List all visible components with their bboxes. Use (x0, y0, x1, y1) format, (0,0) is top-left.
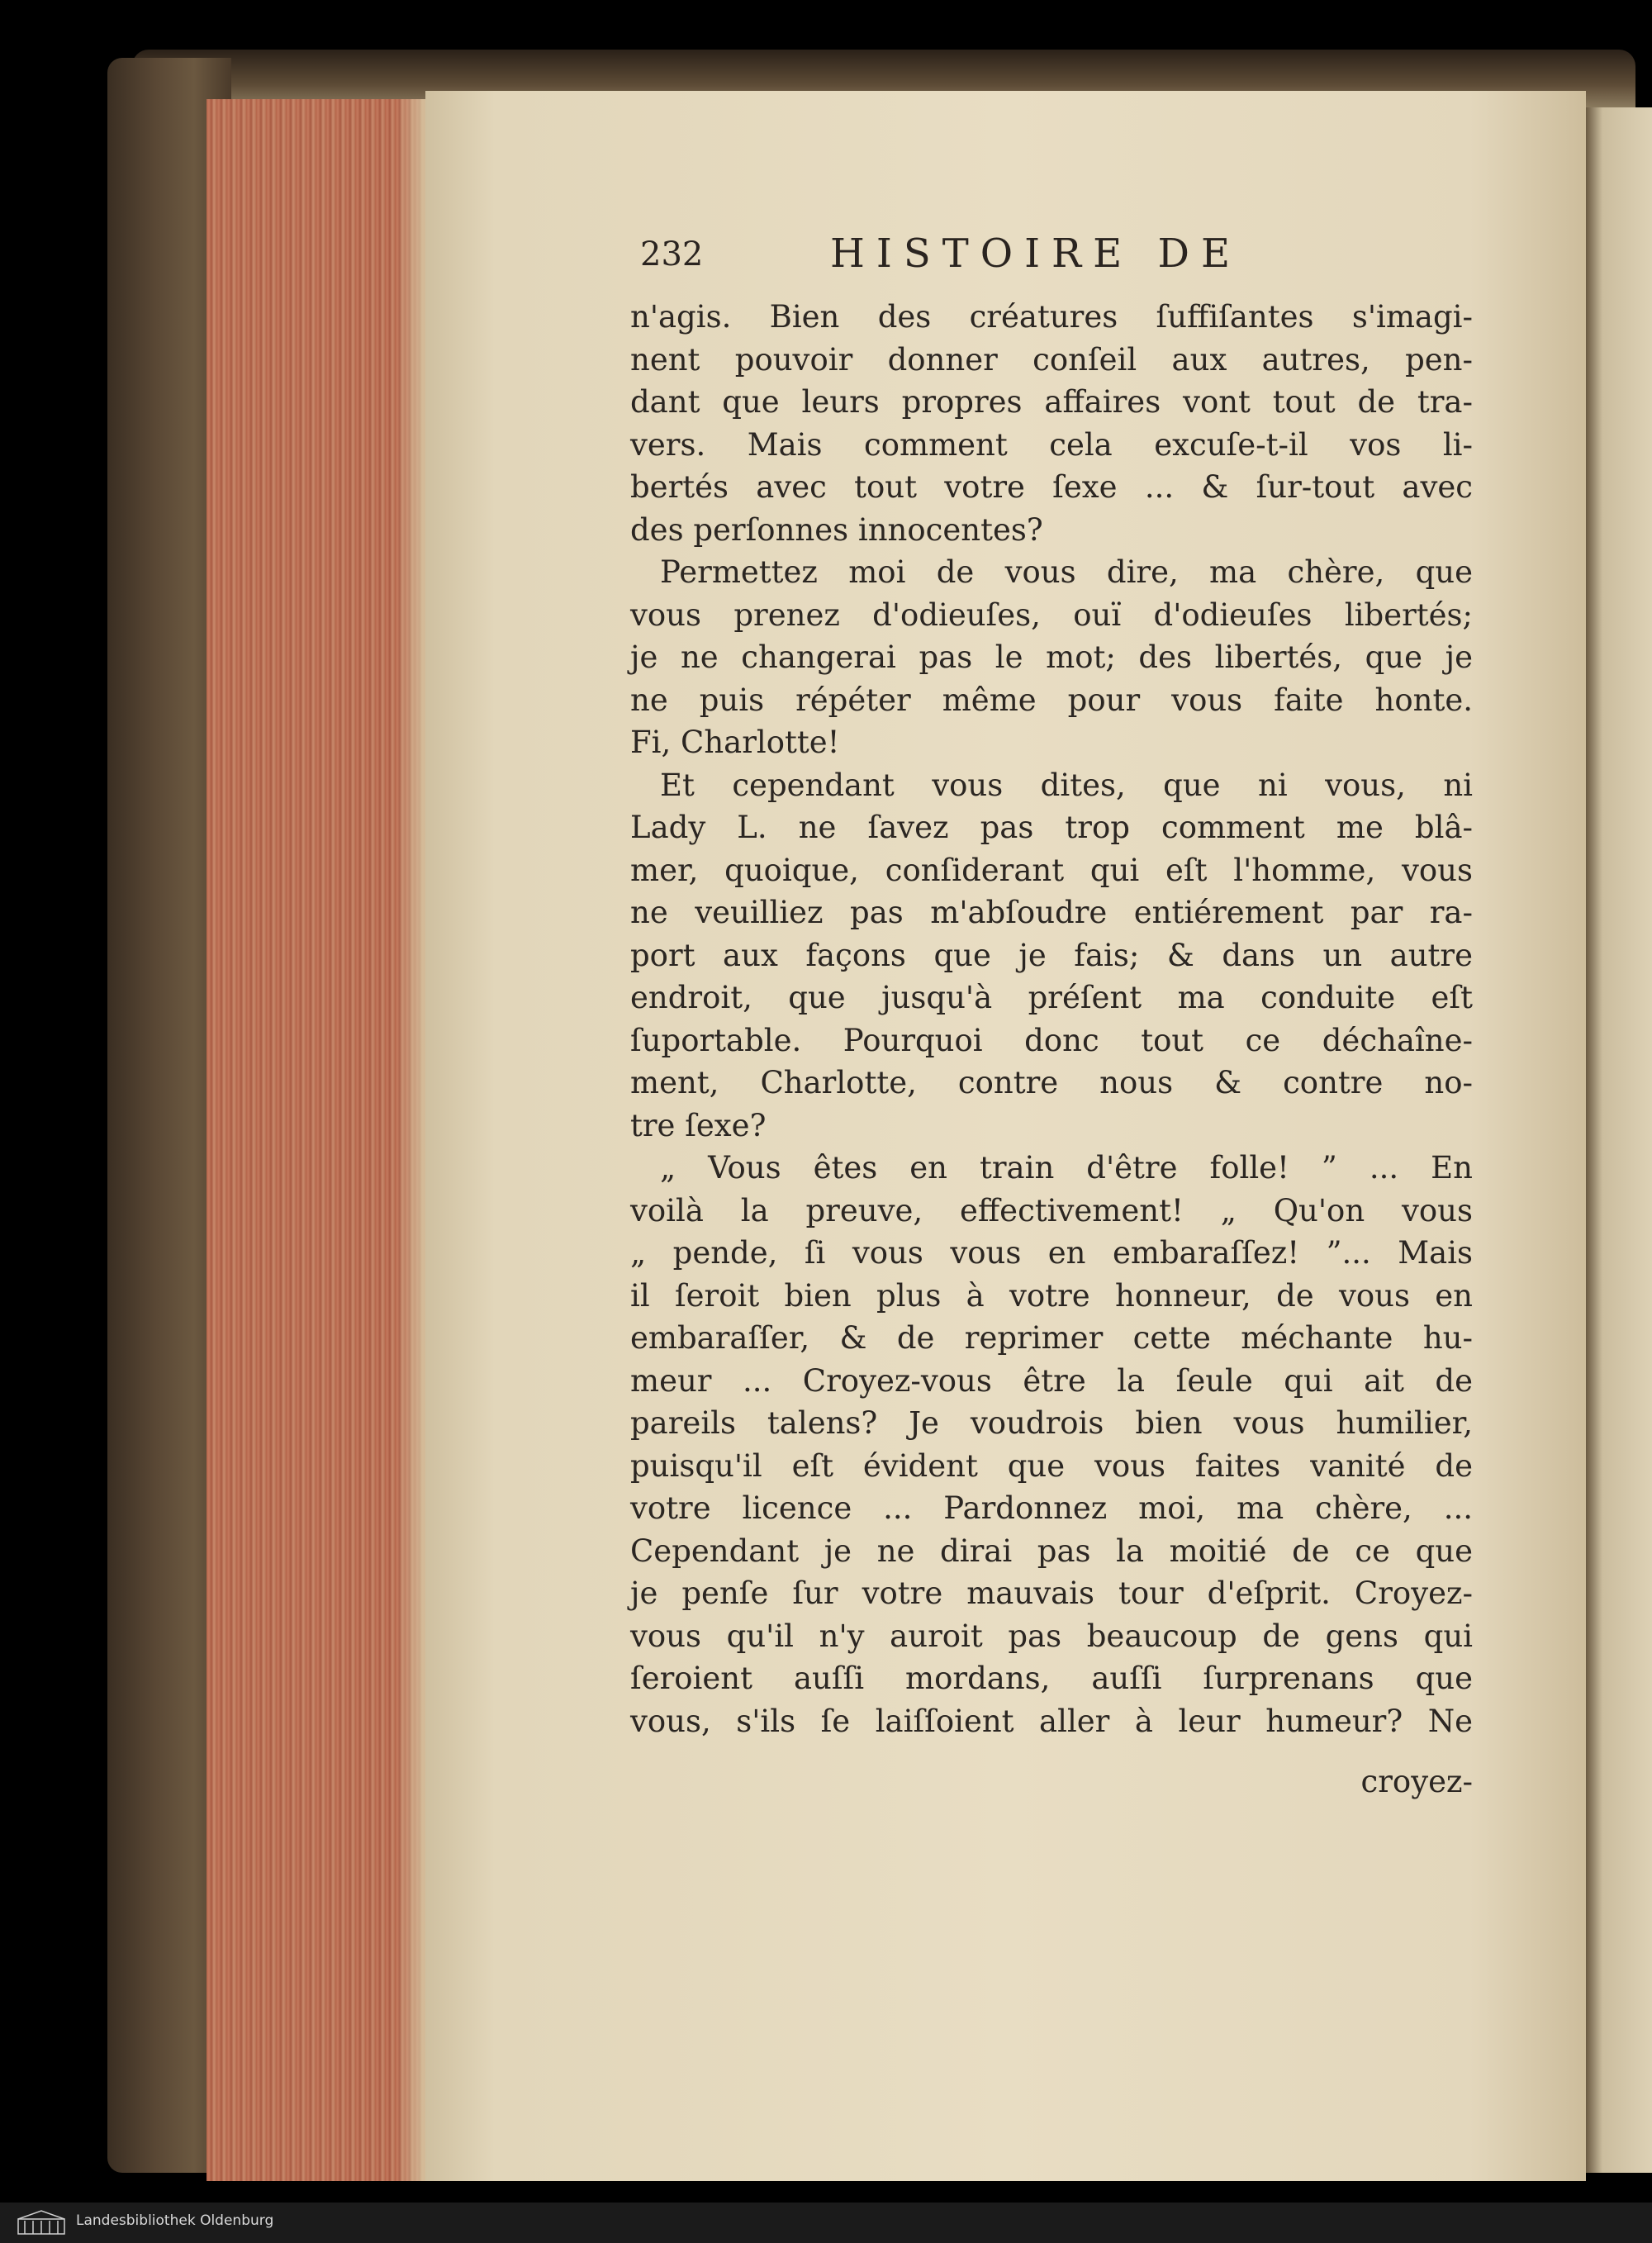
text-line: je penſe ſur votre mauvais tour d'eſprit. Croyez- (630, 1575, 1473, 1611)
page-edges (206, 99, 430, 2181)
text-line: pareils talens? Je voudrois bien vous humilier, (630, 1405, 1473, 1441)
page-header (640, 230, 1301, 285)
text-line: port aux façons que je fais; & dans un autre (630, 937, 1473, 973)
text-line: vous prenez d'odieuſes, ouï d'odieuſes libertés; (630, 596, 1473, 633)
text-line: meur ... Croyez-vous être la ſeule qui ait de (630, 1362, 1473, 1399)
text-line: Cependant je ne dirai pas la moitié de ce que (630, 1533, 1473, 1569)
text-line: voilà la preuve, effectivement! „ Qu'on vous (630, 1192, 1473, 1228)
text-line: Fi, Charlotte! (630, 725, 840, 760)
text-line: il ſeroit bien plus à votre honneur, de vous en (630, 1277, 1473, 1314)
catchword: croyez- (1360, 1764, 1473, 1799)
text-line: „ Vous êtes en train d'être folle! ” ... En (660, 1150, 1473, 1186)
text-line: bertés avec tout votre ſexe ... & ſur-tout avec (630, 469, 1473, 505)
text-line: ne veuilliez pas m'abſoudre entiérement par ra- (630, 895, 1473, 930)
text-line: embaraſſer, & de reprimer cette méchante hu- (630, 1320, 1473, 1356)
text-line: dant que leurs propres affaires vont tout de tra- (630, 384, 1473, 420)
text-line: n'agis. Bien des créatures ſuffiſantes s'imagi- (630, 299, 1473, 335)
text-line: Permettez moi de vous dire, ma chère, que (660, 554, 1473, 590)
text-line: „ pende, ſi vous vous en embaraſſez! ”... Mais (630, 1235, 1473, 1271)
text-line: ſuportable. Pourquoi donc tout ce déchaîne- (630, 1022, 1473, 1058)
text-line: endroit, que jusqu'à préſent ma conduite eſt (630, 980, 1473, 1015)
text-line: tre ſexe? (630, 1107, 767, 1143)
library-name: Landesbibliothek Oldenburg (76, 2212, 274, 2229)
footer-bar (0, 2203, 1652, 2243)
text-line: ment, Charlotte, contre nous & contre no- (630, 1065, 1473, 1100)
text-line: ſeroient auſſi mordans, auſſi ſurprenans que (630, 1661, 1473, 1696)
text-line: je ne changerai pas le mot; des libertés, que je (630, 639, 1473, 675)
body-text (630, 296, 1473, 1742)
text-line: vous, s'ils ſe laiſſoient aller à leur humeur? Ne (630, 1703, 1473, 1739)
text-line: votre licence ... Pardonnez moi, ma chère, ... (630, 1490, 1473, 1526)
text-line: vous qu'il n'y auroit pas beaucoup de gens qui (630, 1618, 1473, 1654)
page-number: 232 (640, 235, 704, 273)
text-line: mer, quoique, conſiderant qui eſt l'homme, vous (630, 852, 1473, 888)
text-line: Et cependant vous dites, que ni vous, ni (660, 767, 1473, 803)
text-line: vers. Mais comment cela excuſe-t-il vos li- (630, 426, 1473, 463)
text-line: Lady L. ne ſavez pas trop comment me blâ- (630, 810, 1473, 845)
text-line: nent pouvoir donner conſeil aux autres, pen- (630, 341, 1473, 378)
facing-page (1586, 107, 1652, 2173)
text-line: des perſonnes innocentes? (630, 511, 1043, 548)
library-building-icon (17, 2209, 66, 2236)
text-line: puisqu'il eſt évident que vous faites vanité de (630, 1447, 1473, 1484)
text-line: ne puis répéter même pour vous faite honte. (630, 682, 1473, 718)
running-title: HISTOIRE DE (830, 230, 1241, 277)
